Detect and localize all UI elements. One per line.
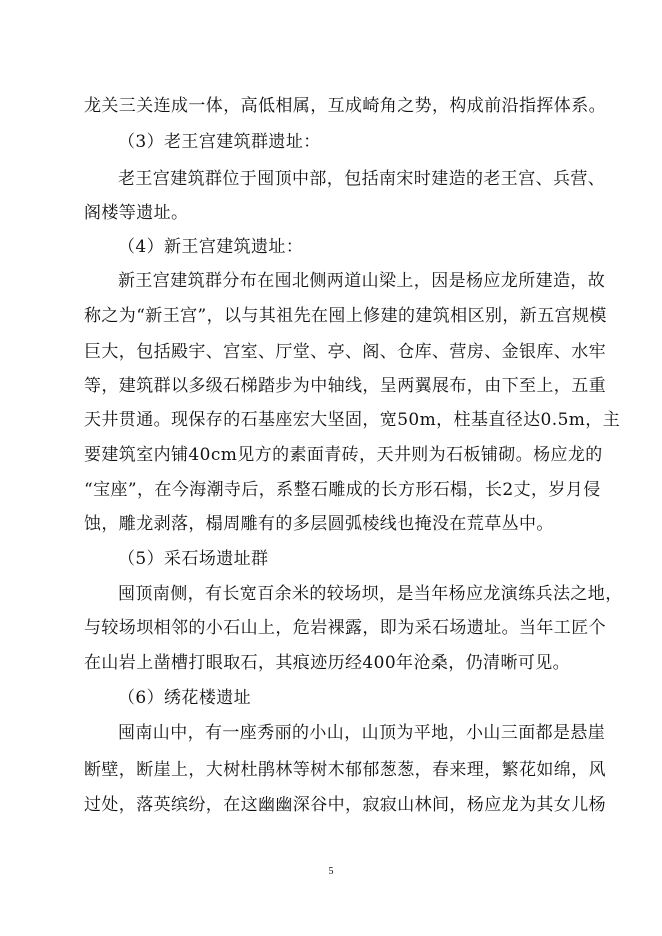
section-heading-6: （6）绣花楼遗址 [118, 688, 252, 708]
paragraph-line: 阁楼等遗址。 [84, 203, 189, 223]
paragraph-line: 龙关三关连成一体，高低相属，互成崎角之势，构成前沿指挥体系。 [84, 96, 606, 116]
section-heading-4: （4）新王宫建筑遗址： [118, 237, 304, 257]
paragraph-line: 蚀，雕龙剥落，榻周雕有的多层圆弧棱线也掩没在荒草丛中。 [84, 514, 554, 534]
paragraph-line: 过处，落英缤纷，在这幽幽深谷中，寂寂山林间，杨应龙为其女儿杨 [84, 795, 606, 815]
paragraph-line: 囤顶南侧，有长宽百余米的较场坝，是当年杨应龙演练兵法之地， [118, 584, 623, 604]
paragraph-line: 称之为“新王宫”，以与其祖先在囤上修建的建筑相区别，新五宫规模 [84, 306, 607, 326]
paragraph-line: 要建筑室内铺40cm见方的素面青砖，天井则为石板铺砌。杨应龙的 [84, 445, 603, 465]
paragraph-line: 断壁，断崖上，大树杜鹃林等树木郁郁葱葱，春来理，繁花如绵，风 [84, 760, 606, 780]
section-heading-5: （5）采石场遗址群 [118, 549, 269, 569]
section-heading-3: （3）老王宫建筑群遗址： [118, 132, 321, 152]
paragraph-line: 新王宫建筑群分布在囤北侧两道山梁上，因是杨应龙所建造，故 [118, 271, 606, 291]
paragraph-line: “宝座”，在今海潮寺后，系整石雕成的长方形石榻，长2丈，岁月侵 [84, 480, 601, 500]
paragraph-line: 老王宫建筑群位于囤顶中部，包括南宋时建造的老王宫、兵营、 [118, 169, 606, 189]
paragraph-line: 天井贯通。现保存的石基座宏大坚固，宽50m，柱基直径达0.5m，主 [84, 410, 621, 430]
paragraph-line: 巨大，包括殿宇、宫室、厅堂、亭、阁、仓库、营房、金银库、水牢 [84, 342, 606, 362]
paragraph-line: 与较场坝相邻的小石山上，危岩裸露，即为采石场遗址。当年工匠个 [84, 618, 606, 638]
paragraph-line: 等，建筑群以多级石梯踏步为中轴线，呈两翼展布，由下至上，五重 [84, 376, 606, 396]
paragraph-line: 囤南山中，有一座秀丽的小山，山顶为平地，小山三面都是悬崖 [118, 723, 606, 743]
paragraph-line: 在山岩上凿槽打眼取石，其痕迹历经400年沧桑，仍清晰可见。 [84, 653, 571, 673]
page-number: 5 [328, 866, 334, 877]
